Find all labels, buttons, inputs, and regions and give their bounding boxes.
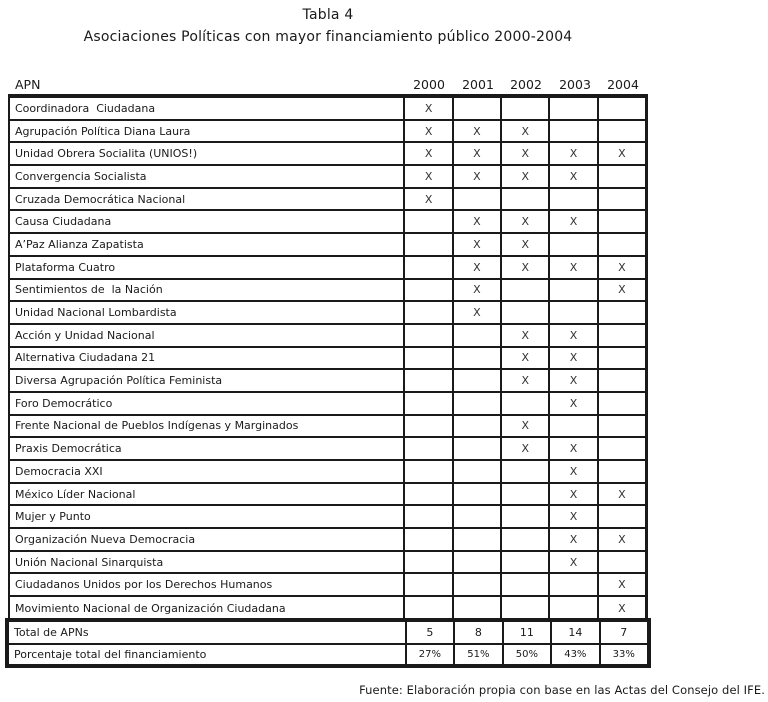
mark-cell-2000 xyxy=(403,234,451,255)
mark-cell-2004 xyxy=(597,189,645,210)
mark-cell-2000: X xyxy=(403,143,451,164)
apn-name: Foro Democrático xyxy=(8,393,403,414)
apn-name: Frente Nacional de Pueblos Indígenas y Marginados xyxy=(8,416,403,437)
table-title: Tabla 4 xyxy=(302,7,354,23)
mark-cell-2002: X xyxy=(500,234,548,255)
total-2004: 7 xyxy=(599,622,647,643)
mark-cell-2004 xyxy=(597,438,645,459)
mark-cell-2003 xyxy=(548,416,596,437)
pct-2001: 51% xyxy=(453,645,501,664)
header-apn: APN xyxy=(15,77,41,92)
apn-name: Praxis Democrática xyxy=(8,438,403,459)
apn-name: Acción y Unidad Nacional xyxy=(8,325,403,346)
apn-name: Unidad Obrera Socialita (UNIOS!) xyxy=(8,143,403,164)
mark-cell-2002: X xyxy=(500,121,548,142)
mark-cell-2001 xyxy=(452,370,500,391)
mark-cell-2004 xyxy=(597,506,645,527)
mark-cell-2003: X xyxy=(548,370,596,391)
mark-cell-2002 xyxy=(500,597,548,620)
mark-cell-2001: X xyxy=(452,234,500,255)
mark-cell-2000: X xyxy=(403,98,451,119)
table-row xyxy=(8,574,645,597)
table-row xyxy=(8,302,645,325)
total-2002: 11 xyxy=(502,622,550,643)
mark-cell-2003: X xyxy=(548,484,596,505)
mark-cell-2001: X xyxy=(452,302,500,323)
mark-cell-2000 xyxy=(403,370,451,391)
mark-cell-2002: X xyxy=(500,211,548,232)
table-row xyxy=(8,211,645,234)
mark-cell-2004 xyxy=(597,211,645,232)
mark-cell-2004 xyxy=(597,348,645,369)
mark-cell-2002 xyxy=(500,98,548,119)
apn-name: Causa Ciudadana xyxy=(8,211,403,232)
mark-cell-2004 xyxy=(597,302,645,323)
mark-cell-2000: X xyxy=(403,189,451,210)
table-row xyxy=(8,166,645,189)
table-row xyxy=(8,484,645,507)
table-summary xyxy=(5,618,651,668)
mark-cell-2004: X xyxy=(597,597,645,620)
source-note: Fuente: Elaboración propia con base en las Actas del Consejo del IFE. xyxy=(359,683,765,697)
mark-cell-2004: X xyxy=(597,280,645,301)
mark-cell-2002 xyxy=(500,574,548,595)
percentage-label: Porcentaje total del financiamiento xyxy=(14,648,207,661)
mark-cell-2002: X xyxy=(500,438,548,459)
table-row xyxy=(8,552,645,575)
mark-cell-2001: X xyxy=(452,257,500,278)
mark-cell-2000 xyxy=(403,597,451,620)
mark-cell-2002 xyxy=(500,461,548,482)
mark-cell-2001 xyxy=(452,98,500,119)
mark-cell-2000 xyxy=(403,302,451,323)
mark-cell-2002 xyxy=(500,302,548,323)
mark-cell-2004: X xyxy=(597,257,645,278)
mark-cell-2003: X xyxy=(548,506,596,527)
apn-name: Convergencia Socialista xyxy=(8,166,403,187)
mark-cell-2004 xyxy=(597,370,645,391)
mark-cell-2004 xyxy=(597,121,645,142)
table-row xyxy=(8,121,645,144)
table-row xyxy=(8,438,645,461)
header-year-2003: 2003 xyxy=(559,77,591,92)
apn-name: A’Paz Alianza Zapatista xyxy=(8,234,403,255)
mark-cell-2000 xyxy=(403,552,451,573)
mark-cell-2001 xyxy=(452,597,500,620)
table-row xyxy=(8,416,645,439)
mark-cell-2001 xyxy=(452,438,500,459)
table-row xyxy=(8,98,645,121)
apn-name: Agrupación Política Diana Laura xyxy=(8,121,403,142)
mark-cell-2003: X xyxy=(548,552,596,573)
table-row xyxy=(8,257,645,280)
mark-cell-2000 xyxy=(403,325,451,346)
table-row xyxy=(8,461,645,484)
mark-cell-2002: X xyxy=(500,257,548,278)
header-year-2001: 2001 xyxy=(462,77,494,92)
mark-cell-2001 xyxy=(452,461,500,482)
apn-name: Mujer y Punto xyxy=(8,506,403,527)
table-row xyxy=(8,529,645,552)
mark-cell-2001 xyxy=(452,484,500,505)
table-row xyxy=(8,506,645,529)
mark-cell-2004: X xyxy=(597,574,645,595)
pct-2000: 27% xyxy=(405,645,453,664)
mark-cell-2004 xyxy=(597,166,645,187)
apn-name: Diversa Agrupación Política Feminista xyxy=(8,370,403,391)
pct-2004: 33% xyxy=(599,645,647,664)
mark-cell-2004 xyxy=(597,416,645,437)
mark-cell-2001: X xyxy=(452,211,500,232)
mark-cell-2001 xyxy=(452,348,500,369)
mark-cell-2000 xyxy=(403,461,451,482)
apn-name: Unión Nacional Sinarquista xyxy=(8,552,403,573)
mark-cell-2001 xyxy=(452,552,500,573)
mark-cell-2003 xyxy=(548,597,596,620)
mark-cell-2003: X xyxy=(548,257,596,278)
table-subtitle: Asociaciones Políticas con mayor financiamiento público 2000-2004 xyxy=(83,29,573,45)
mark-cell-2000 xyxy=(403,348,451,369)
mark-cell-2003: X xyxy=(548,143,596,164)
table-row xyxy=(8,597,645,620)
mark-cell-2000 xyxy=(403,574,451,595)
table-row xyxy=(8,348,645,371)
mark-cell-2001 xyxy=(452,574,500,595)
mark-cell-2004 xyxy=(597,461,645,482)
table-row xyxy=(8,280,645,303)
header-year-2000: 2000 xyxy=(413,77,445,92)
table-row xyxy=(8,325,645,348)
mark-cell-2002: X xyxy=(500,416,548,437)
mark-cell-2001 xyxy=(452,189,500,210)
mark-cell-2002 xyxy=(500,393,548,414)
table-row xyxy=(8,189,645,212)
mark-cell-2002 xyxy=(500,280,548,301)
mark-cell-2004: X xyxy=(597,529,645,550)
mark-cell-2001: X xyxy=(452,121,500,142)
apn-name: México Líder Nacional xyxy=(8,484,403,505)
mark-cell-2004 xyxy=(597,325,645,346)
mark-cell-2002 xyxy=(500,552,548,573)
table-row xyxy=(8,393,645,416)
mark-cell-2002 xyxy=(500,529,548,550)
header-year-2002: 2002 xyxy=(510,77,542,92)
mark-cell-2001: X xyxy=(452,166,500,187)
apn-table xyxy=(8,94,648,620)
mark-cell-2003: X xyxy=(548,461,596,482)
mark-cell-2003 xyxy=(548,302,596,323)
apn-name: Unidad Nacional Lombardista xyxy=(8,302,403,323)
mark-cell-2000: X xyxy=(403,121,451,142)
apn-name: Ciudadanos Unidos por los Derechos Humanos xyxy=(8,574,403,595)
mark-cell-2002 xyxy=(500,506,548,527)
mark-cell-2000 xyxy=(403,257,451,278)
mark-cell-2001: X xyxy=(452,143,500,164)
mark-cell-2001 xyxy=(452,529,500,550)
table-header xyxy=(8,77,648,93)
mark-cell-2004: X xyxy=(597,143,645,164)
mark-cell-2003 xyxy=(548,121,596,142)
table-row xyxy=(8,234,645,257)
mark-cell-2000 xyxy=(403,280,451,301)
mark-cell-2000 xyxy=(403,211,451,232)
pct-2003: 43% xyxy=(550,645,598,664)
mark-cell-2004 xyxy=(597,234,645,255)
mark-cell-2002 xyxy=(500,484,548,505)
mark-cell-2000 xyxy=(403,416,451,437)
mark-cell-2003: X xyxy=(548,348,596,369)
apn-name: Sentimientos de la Nación xyxy=(8,280,403,301)
total-2001: 8 xyxy=(453,622,501,643)
mark-cell-2000 xyxy=(403,529,451,550)
mark-cell-2000: X xyxy=(403,166,451,187)
table-row xyxy=(8,370,645,393)
mark-cell-2003: X xyxy=(548,325,596,346)
mark-cell-2003 xyxy=(548,280,596,301)
mark-cell-2002: X xyxy=(500,370,548,391)
mark-cell-2001 xyxy=(452,506,500,527)
mark-cell-2000 xyxy=(403,393,451,414)
mark-cell-2001: X xyxy=(452,280,500,301)
total-2003: 14 xyxy=(550,622,598,643)
apn-name: Plataforma Cuatro xyxy=(8,257,403,278)
mark-cell-2003 xyxy=(548,189,596,210)
percentage-row xyxy=(9,643,647,664)
apn-name: Organización Nueva Democracia xyxy=(8,529,403,550)
totals-label: Total de APNs xyxy=(14,626,89,639)
apn-name: Movimiento Nacional de Organización Ciudadana xyxy=(8,597,403,620)
table-row xyxy=(8,143,645,166)
mark-cell-2003: X xyxy=(548,211,596,232)
mark-cell-2001 xyxy=(452,416,500,437)
mark-cell-2001 xyxy=(452,325,500,346)
mark-cell-2003 xyxy=(548,98,596,119)
mark-cell-2000 xyxy=(403,506,451,527)
mark-cell-2004 xyxy=(597,393,645,414)
pct-2002: 50% xyxy=(502,645,550,664)
mark-cell-2003: X xyxy=(548,393,596,414)
apn-name: Democracia XXI xyxy=(8,461,403,482)
mark-cell-2003: X xyxy=(548,438,596,459)
apn-name: Alternativa Ciudadana 21 xyxy=(8,348,403,369)
mark-cell-2003 xyxy=(548,574,596,595)
mark-cell-2002: X xyxy=(500,166,548,187)
mark-cell-2000 xyxy=(403,438,451,459)
mark-cell-2004 xyxy=(597,98,645,119)
mark-cell-2000 xyxy=(403,484,451,505)
mark-cell-2002: X xyxy=(500,143,548,164)
mark-cell-2002 xyxy=(500,189,548,210)
header-year-2004: 2004 xyxy=(607,77,639,92)
totals-row xyxy=(9,622,647,643)
mark-cell-2002: X xyxy=(500,348,548,369)
mark-cell-2004 xyxy=(597,552,645,573)
mark-cell-2004: X xyxy=(597,484,645,505)
apn-name: Cruzada Democrática Nacional xyxy=(8,189,403,210)
mark-cell-2002: X xyxy=(500,325,548,346)
total-2000: 5 xyxy=(405,622,453,643)
mark-cell-2003: X xyxy=(548,166,596,187)
mark-cell-2003 xyxy=(548,234,596,255)
mark-cell-2001 xyxy=(452,393,500,414)
apn-name: Coordinadora Ciudadana xyxy=(8,98,403,119)
mark-cell-2003: X xyxy=(548,529,596,550)
